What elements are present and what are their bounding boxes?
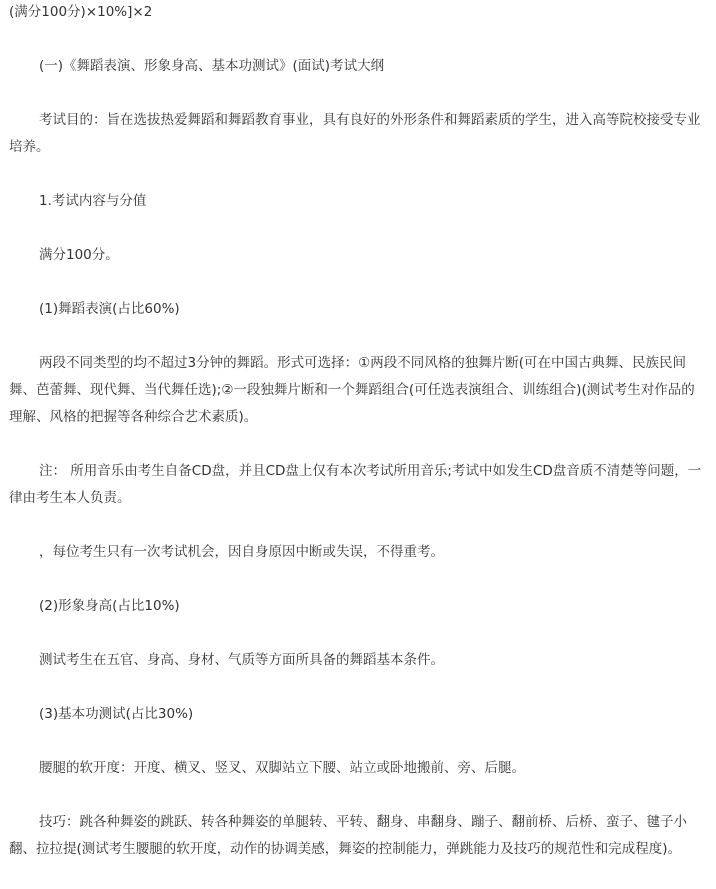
paragraph-full-score: 满分100分。 — [39, 247, 119, 263]
paragraph-dance-performance-heading: (1)舞蹈表演(占比60%) — [39, 301, 180, 317]
paragraph-content-heading: 1.考试内容与分值 — [39, 193, 147, 209]
paragraph-appearance-heading: (2)形象身高(占比10%) — [39, 598, 180, 614]
paragraph-dance-performance-detail: 两段不同类型的均不超过3分钟的舞蹈。形式可选择：①两段不同风格的独舞片断(可在中国古典舞、民族民间舞、芭蕾舞、现代舞、当代舞任选);②一段独舞片断和一个舞蹈组合(可任选表演组合、训练组合)(测试考生对作品的理解、风格的把握等各种综合艺术素质)。 — [9, 355, 695, 425]
paragraph-score-formula: (满分100分)×10%]×2 — [9, 4, 153, 20]
paragraph-appearance-detail: 测试考生在五官、身高、身材、气质等方面所具备的舞蹈基本条件。 — [39, 652, 444, 668]
paragraph-music-note: 注： 所用音乐由考生自备CD盘，并且CD盘上仅有本次考试所用音乐;考试中如发生CD盘音质不清楚等问题，一律由考生本人负责。 — [9, 463, 702, 506]
paragraph-basic-skills-heading: (3)基本功测试(占比30%) — [39, 706, 194, 722]
paragraph-techniques: 技巧：跳各种舞姿的跳跃、转各种舞姿的单腿转、平转、翻身、串翻身、蹦子、翻前桥、后桥、蛮子、毽子小翻、拉拉提(测试考生腰腿的软开度，动作的协调美感，舞姿的控制能力，弹跳能力及技巧的规范性和完成程度)。 — [9, 814, 687, 857]
paragraph-exam-purpose: 考试目的：旨在选拔热爱舞蹈和舞蹈教育事业，具有良好的外形条件和舞蹈素质的学生，进入高等院校接受专业培养。 — [9, 112, 701, 155]
paragraph-section-title: (一)《舞蹈表演、形象身高、基本功测试》(面试)考试大纲 — [39, 58, 385, 74]
paragraph-flexibility: 腰腿的软开度：开度、横叉、竖叉、双脚站立下腰、站立或卧地搬前、旁、后腿。 — [39, 760, 525, 776]
paragraph-one-chance: ，每位考生只有一次考试机会，因自身原因中断或失误，不得重考。 — [39, 544, 444, 560]
